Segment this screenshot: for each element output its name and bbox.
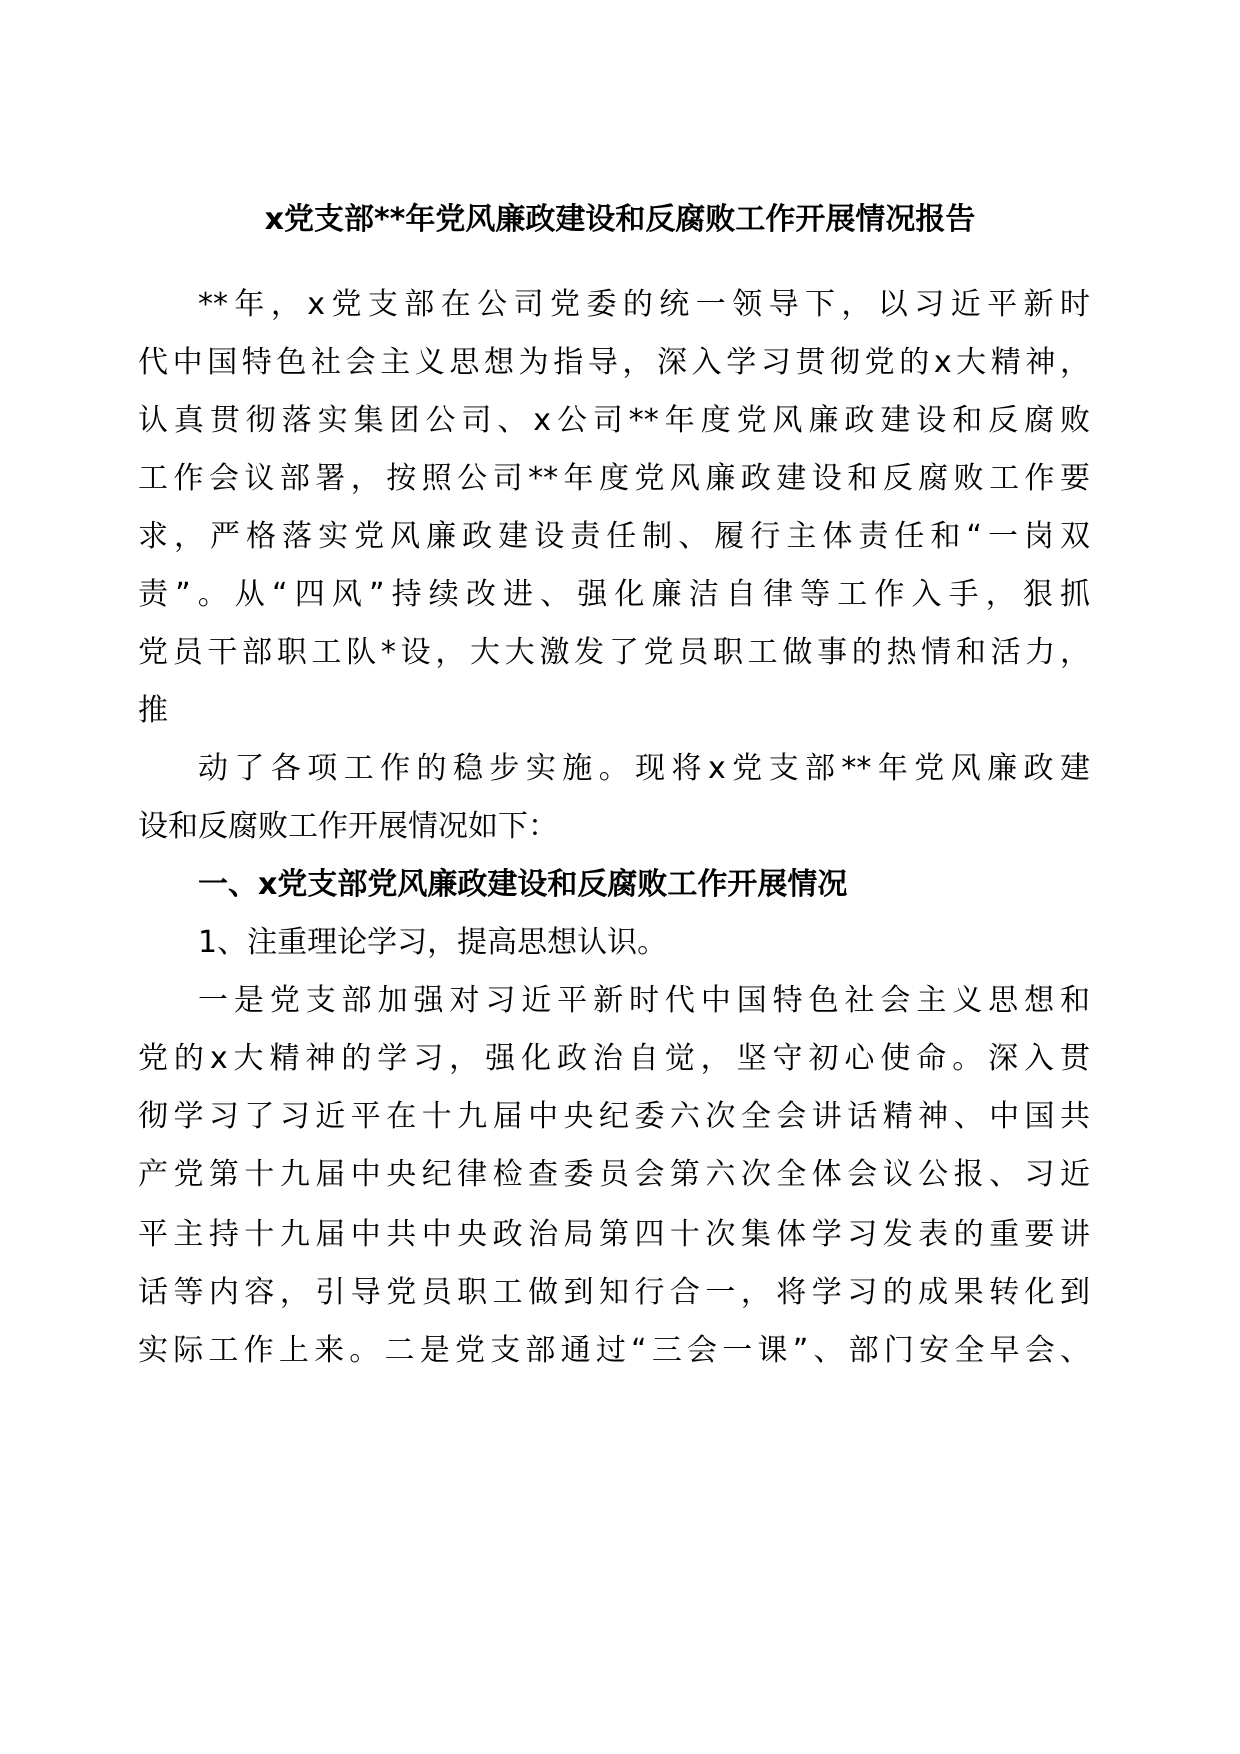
subsection-heading: 1、注重理论学习，提高思想认识。	[198, 925, 668, 960]
text-line: 党员干部职工队*设，大大激发了党员职工做事的热情和活力，	[138, 635, 1090, 670]
text-line: 推	[138, 693, 168, 728]
text-line: 彻学习了习近平在十九届中央纪委六次全会讲话精神、中国共	[138, 1099, 1090, 1134]
text-line: 认真贯彻落实集团公司、x公司**年度党风廉政建设和反腐败	[138, 403, 1090, 438]
text-line: 求，严格落实党风廉政建设责任制、履行主体责任和“一岗双	[138, 519, 1090, 554]
text-line: 一是党支部加强对习近平新时代中国特色社会主义思想和	[198, 983, 1090, 1018]
text-line: 责”。从“四风”持续改进、强化廉洁自律等工作入手，狠抓	[138, 577, 1090, 612]
text-line: 工作会议部署，按照公司**年度党风廉政建设和反腐败工作要	[138, 461, 1090, 496]
text-line: 党的x大精神的学习，强化政治自觉，坚守初心使命。深入贯	[138, 1041, 1090, 1076]
text-line: 动了各项工作的稳步实施。现将x党支部**年党风廉政建	[198, 751, 1090, 786]
text-line: 平主持十九届中共中央政治局第四十次集体学习发表的重要讲	[138, 1217, 1090, 1252]
text-line: 话等内容，引导党员职工做到知行合一，将学习的成果转化到	[138, 1275, 1090, 1310]
text-line: 设和反腐败工作开展情况如下：	[138, 809, 558, 844]
text-line: 产党第十九届中央纪律检查委员会第六次全体会议公报、习近	[138, 1157, 1090, 1192]
document-title: x党支部**年党风廉政建设和反腐败工作开展情况报告	[264, 202, 976, 237]
section-heading: 一、x党支部党风廉政建设和反腐败工作开展情况	[198, 867, 848, 902]
text-line: 代中国特色社会主义思想为指导，深入学习贯彻党的x大精神，	[138, 345, 1090, 380]
text-line: 实际工作上来。二是党支部通过“三会一课”、部门安全早会、	[138, 1333, 1090, 1368]
text-line: **年，x党支部在公司党委的统一领导下，以习近平新时	[198, 287, 1090, 322]
